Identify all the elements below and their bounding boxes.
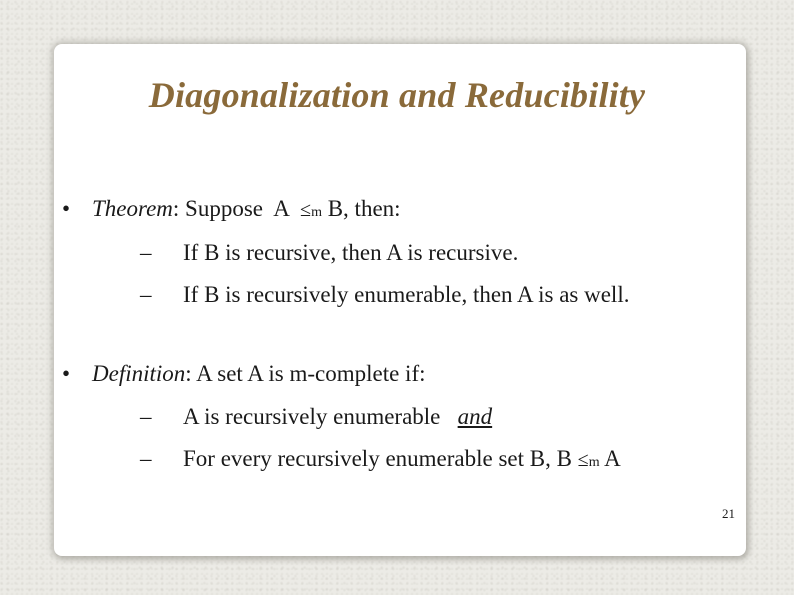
- dash-marker: –: [140, 404, 152, 429]
- theorem-label: Theorem: [92, 196, 173, 221]
- definition-text: : A set A is m-complete if:: [185, 361, 426, 386]
- definition-item-1: [140, 404, 492, 430]
- theorem-text-before: : Suppose A: [172, 196, 301, 221]
- theorem-relation-sub: m: [311, 205, 322, 220]
- bullet-marker: •: [62, 361, 71, 386]
- definition-item-2: [140, 446, 621, 472]
- definition-item-2-text-before: For every recursively enumerable set B, B: [183, 446, 578, 471]
- theorem-item-2-text: If B is recursively enumerable, then A is as well.: [183, 282, 630, 307]
- dash-marker: –: [140, 240, 152, 265]
- definition-label: Definition: [92, 361, 186, 386]
- dash-marker: –: [140, 282, 152, 307]
- theorem-item-1: [140, 240, 518, 266]
- theorem-item-2: [140, 282, 629, 308]
- definition-item-1-emph: and: [457, 404, 493, 429]
- theorem-text-after: B, then:: [321, 196, 401, 221]
- theorem-bullet: [62, 196, 401, 222]
- slide-title: Diagonalization and Reducibility: [148, 75, 646, 115]
- definition-bullet: [62, 361, 426, 387]
- theorem-item-1-text: If B is recursive, then A is recursive.: [183, 240, 519, 265]
- theorem-relation: ≤: [300, 199, 312, 221]
- dash-marker: –: [140, 446, 152, 471]
- bullet-marker: •: [62, 196, 71, 221]
- definition-item-2-relation: ≤: [577, 449, 589, 471]
- definition-item-2-relation-sub: m: [588, 455, 600, 470]
- definition-item-2-text-after: A: [599, 446, 621, 471]
- definition-item-1-text: A is recursively enumerable: [183, 404, 458, 429]
- page-number: 21: [722, 506, 735, 521]
